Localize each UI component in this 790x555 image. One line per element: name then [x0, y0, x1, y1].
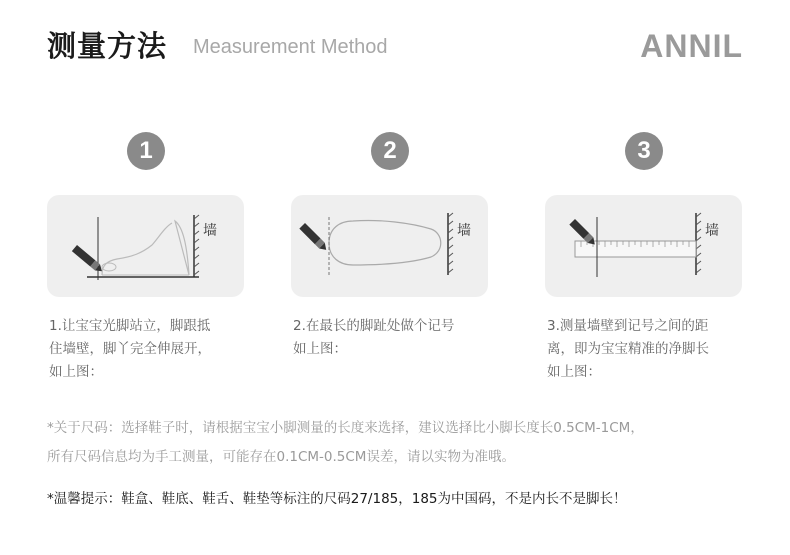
foot-top-view-icon [291, 195, 488, 297]
step-description: 3.测量墙壁到记号之间的距 离，即为宝宝精准的净脚长 如上图： [547, 318, 709, 380]
page-title-cn: 测量方法 [47, 29, 168, 63]
step-illustration-panel [47, 195, 244, 297]
step-number-badge: 3 [625, 132, 663, 170]
size-note-line: 所有尺码信息均为手工测量，可能存在0.1CM-0.5CM误差，请以实物为准哦。 [47, 449, 515, 465]
page-title-en: Measurement Method [193, 36, 388, 58]
step-description: 1.让宝宝光脚站立，脚跟抵 住墙壁，脚丫完全伸展开， 如上图： [49, 318, 211, 380]
wall-label: 墙 [203, 223, 217, 239]
step-description: 2.在最长的脚趾处做个记号 如上图： [293, 318, 455, 357]
warm-tip: *温馨提示：鞋盒、鞋底、鞋舌、鞋垫等标注的尺码27/185，185为中国码，不是内长不是脚长！ [47, 491, 627, 507]
brand-logo: ANNIL [640, 28, 743, 64]
size-note-line: *关于尺码：选择鞋子时，请根据宝宝小脚测量的长度来选择，建议选择比小脚长度长0.5CM-1CM， [47, 420, 644, 436]
wall-label: 墙 [457, 223, 471, 239]
ruler-measure-icon [545, 195, 742, 297]
step-number-badge: 2 [371, 132, 409, 170]
step-illustration-panel [291, 195, 488, 297]
foot-side-view-icon [47, 195, 244, 297]
size-note [47, 414, 747, 472]
step-illustration-panel [545, 195, 742, 297]
step-number-badge: 1 [127, 132, 165, 170]
wall-label: 墙 [705, 223, 719, 239]
